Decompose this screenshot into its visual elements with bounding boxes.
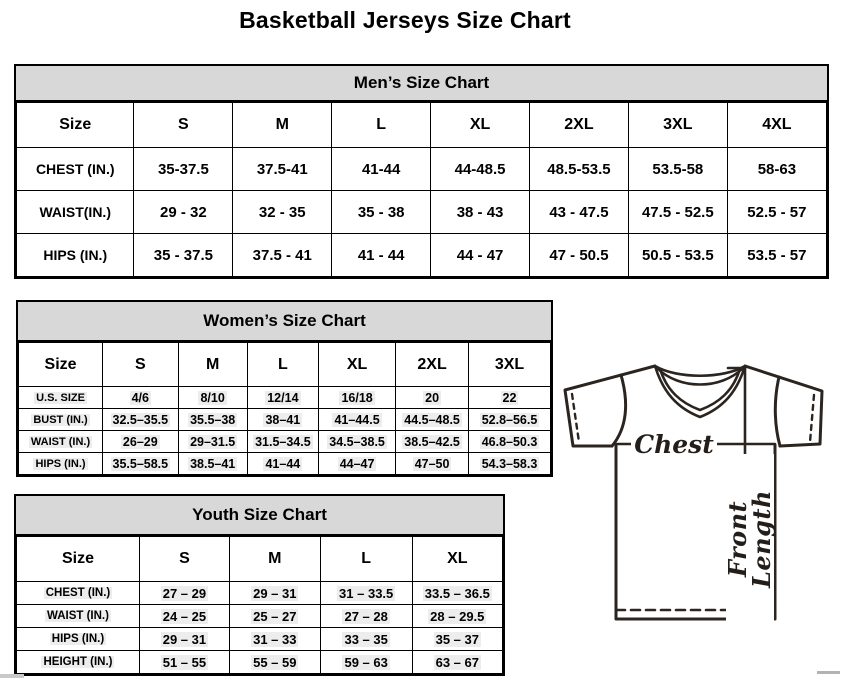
cell: 37.5-41	[233, 148, 332, 191]
column-header: S	[134, 103, 233, 148]
row-label	[17, 651, 140, 674]
youth-size-chart-table	[14, 494, 505, 676]
womens-table-grid	[18, 342, 551, 475]
column-header: Size	[17, 103, 134, 148]
row-label	[19, 431, 103, 453]
cell-value: 4/6	[131, 390, 149, 405]
cell-value: 12/14	[267, 390, 299, 405]
cell-value: 32.5–35.5	[112, 412, 169, 427]
label-text: BUST (IN.)	[33, 413, 88, 426]
horizontal-scrollbar-fragment-right[interactable]	[817, 671, 840, 674]
cell-value: 38–41	[265, 412, 301, 427]
cell	[229, 651, 320, 674]
chest-measure-label: Chest	[631, 432, 717, 457]
youth-header-row	[17, 537, 503, 582]
cell	[247, 409, 318, 431]
cell	[229, 582, 320, 605]
row-label	[19, 409, 103, 431]
table-row-height	[17, 651, 503, 674]
cell-value: 59 – 63	[344, 654, 388, 670]
cell	[396, 431, 469, 453]
front-length-measure-label: Front Length	[726, 454, 774, 624]
cell	[247, 453, 318, 475]
cell: 35-37.5	[134, 148, 233, 191]
cell: 47 - 50.5	[530, 234, 629, 277]
mens-size-chart-table	[14, 64, 829, 279]
cell-value: 44–47	[339, 456, 375, 471]
cell-value: 38.5–41	[190, 456, 236, 471]
cell	[396, 387, 469, 409]
cell: 38 - 43	[431, 191, 530, 234]
cell	[178, 409, 247, 431]
column-header: Size	[19, 343, 103, 387]
cell: 29 - 32	[134, 191, 233, 234]
womens-header-row	[19, 343, 551, 387]
cell	[396, 409, 469, 431]
cell-value: 51 – 55	[162, 654, 207, 670]
cell-value: 52.8–56.5	[481, 412, 538, 427]
cell	[396, 453, 469, 475]
cell	[229, 605, 320, 628]
cell-value: 27 – 29	[162, 585, 207, 601]
column-header: 4XL	[727, 103, 826, 148]
cell-value: 44.5–48.5	[404, 412, 460, 427]
cell-value: 28 – 29.5	[430, 608, 485, 624]
column-header: 2XL	[396, 343, 469, 387]
label-text: HIPS (IN.)	[35, 457, 86, 470]
cell-value: 20	[425, 390, 440, 405]
cell	[320, 582, 412, 605]
column-header: L	[247, 343, 318, 387]
column-header: M	[229, 537, 320, 582]
label-text: WAIST (IN.)	[46, 610, 109, 622]
cell-value: 63 – 67	[435, 654, 479, 670]
label-text: WAIST (IN.)	[30, 435, 91, 448]
cell-value: 35.5–38	[190, 412, 236, 427]
label-text: HIPS (IN.)	[51, 633, 105, 645]
cell	[178, 453, 247, 475]
cell: 37.5 - 41	[233, 234, 332, 277]
table-row-chest	[17, 148, 827, 191]
row-label	[17, 605, 140, 628]
cell-value: 29 – 31	[253, 585, 297, 601]
column-header: S	[103, 343, 179, 387]
table-row-chest	[17, 582, 503, 605]
cell	[139, 651, 229, 674]
jersey-collar	[655, 366, 745, 417]
cell	[103, 453, 179, 475]
row-label	[19, 387, 103, 409]
cell: 43 - 47.5	[530, 191, 629, 234]
cell: 47.5 - 52.5	[628, 191, 727, 234]
cell	[103, 409, 179, 431]
column-header: 3XL	[469, 343, 551, 387]
jersey-measurement-diagram	[555, 358, 843, 630]
cell-value: 34.5–38.5	[329, 434, 385, 449]
table-row-waist	[17, 191, 827, 234]
cell	[103, 387, 179, 409]
cell: 52.5 - 57	[727, 191, 826, 234]
row-label	[17, 582, 140, 605]
cell: 44 - 47	[431, 234, 530, 277]
cell-value: 55 – 59	[253, 654, 297, 670]
cell-value: 26–29	[122, 434, 158, 449]
cell	[319, 431, 396, 453]
cell	[139, 628, 229, 651]
cell	[412, 628, 502, 651]
cell-value: 16/18	[341, 390, 373, 405]
cell: 48.5-53.5	[530, 148, 629, 191]
table-row-waist	[19, 431, 551, 453]
cell	[320, 651, 412, 674]
row-label: CHEST (IN.)	[17, 148, 134, 191]
cell: 53.5-58	[628, 148, 727, 191]
label-text: CHEST (IN.)	[45, 587, 111, 599]
column-header: XL	[431, 103, 530, 148]
cell	[319, 453, 396, 475]
mens-header-row	[17, 103, 827, 148]
column-header: 2XL	[530, 103, 629, 148]
cell	[319, 409, 396, 431]
cell	[469, 387, 551, 409]
cell-value: 31.5–34.5	[255, 434, 311, 449]
cell	[469, 453, 551, 475]
column-header: S	[139, 537, 229, 582]
cell-value: 25 – 27	[253, 608, 297, 624]
cell	[178, 431, 247, 453]
cell-value: 31 – 33.5	[339, 585, 394, 601]
cell: 35 - 37.5	[134, 234, 233, 277]
mens-table-title: Men’s Size Chart	[16, 66, 827, 102]
mens-table-grid	[16, 102, 827, 277]
cell: 58-63	[727, 148, 826, 191]
cell	[103, 431, 179, 453]
table-row-hips	[17, 234, 827, 277]
youth-table-grid	[16, 536, 503, 674]
jersey-outline-svg	[555, 358, 843, 630]
cell: 41-44	[332, 148, 431, 191]
table-row-hips	[17, 628, 503, 651]
cell-value: 27 – 28	[344, 608, 388, 624]
table-row-waist	[17, 605, 503, 628]
page-title: Basketball Jerseys Size Chart	[239, 7, 571, 33]
cell: 50.5 - 53.5	[628, 234, 727, 277]
cell-value: 33.5 – 36.5	[424, 585, 490, 601]
cell	[412, 605, 502, 628]
cell	[178, 387, 247, 409]
column-header: L	[320, 537, 412, 582]
cell: 35 - 38	[332, 191, 431, 234]
horizontal-scrollbar-fragment-left[interactable]	[0, 674, 24, 678]
cell-value: 47–50	[414, 456, 450, 471]
cell-value: 54.3–58.3	[481, 456, 538, 471]
column-header: M	[178, 343, 247, 387]
cell: 53.5 - 57	[727, 234, 826, 277]
cell: 41 - 44	[332, 234, 431, 277]
cell-value: 29 – 31	[162, 631, 207, 647]
cell-value: 35.5–58.5	[112, 456, 169, 471]
cell-value: 22	[502, 390, 517, 405]
cell-value: 29–31.5	[190, 434, 236, 449]
cell	[469, 409, 551, 431]
row-label: WAIST(IN.)	[17, 191, 134, 234]
cell	[319, 387, 396, 409]
jersey-outline	[565, 366, 822, 619]
table-row-bust	[19, 409, 551, 431]
cell	[139, 582, 229, 605]
cell-value: 33 – 35	[344, 631, 388, 647]
column-header: XL	[412, 537, 502, 582]
cell: 32 - 35	[233, 191, 332, 234]
row-label: HIPS (IN.)	[17, 234, 134, 277]
cell-value: 41–44	[265, 456, 301, 471]
cell	[247, 431, 318, 453]
row-label	[19, 453, 103, 475]
cell	[229, 628, 320, 651]
cell	[320, 605, 412, 628]
cell-value: 31 – 33	[253, 631, 297, 647]
cell	[469, 431, 551, 453]
cell-value: 24 – 25	[162, 608, 207, 624]
cell	[412, 582, 502, 605]
label-text: U.S. SIZE	[36, 391, 85, 404]
youth-table-title: Youth Size Chart	[16, 496, 503, 536]
row-label	[17, 628, 140, 651]
cell	[247, 387, 318, 409]
table-row-us-size	[19, 387, 551, 409]
column-header: Size	[17, 537, 140, 582]
cell	[412, 651, 502, 674]
cell-value: 8/10	[200, 390, 225, 405]
cell-value: 46.8–50.3	[481, 434, 538, 449]
cell-value: 41–44.5	[334, 412, 380, 427]
cell-value: 38.5–42.5	[404, 434, 460, 449]
womens-size-chart-table	[16, 300, 553, 477]
column-header: XL	[319, 343, 396, 387]
table-row-hips	[19, 453, 551, 475]
label-text: HEIGHT (IN.)	[43, 656, 113, 668]
column-header: 3XL	[628, 103, 727, 148]
cell	[139, 605, 229, 628]
cell: 44-48.5	[431, 148, 530, 191]
womens-table-title: Women’s Size Chart	[18, 302, 551, 342]
cell-value: 35 – 37	[435, 631, 479, 647]
cell	[320, 628, 412, 651]
column-header: M	[233, 103, 332, 148]
column-header: L	[332, 103, 431, 148]
